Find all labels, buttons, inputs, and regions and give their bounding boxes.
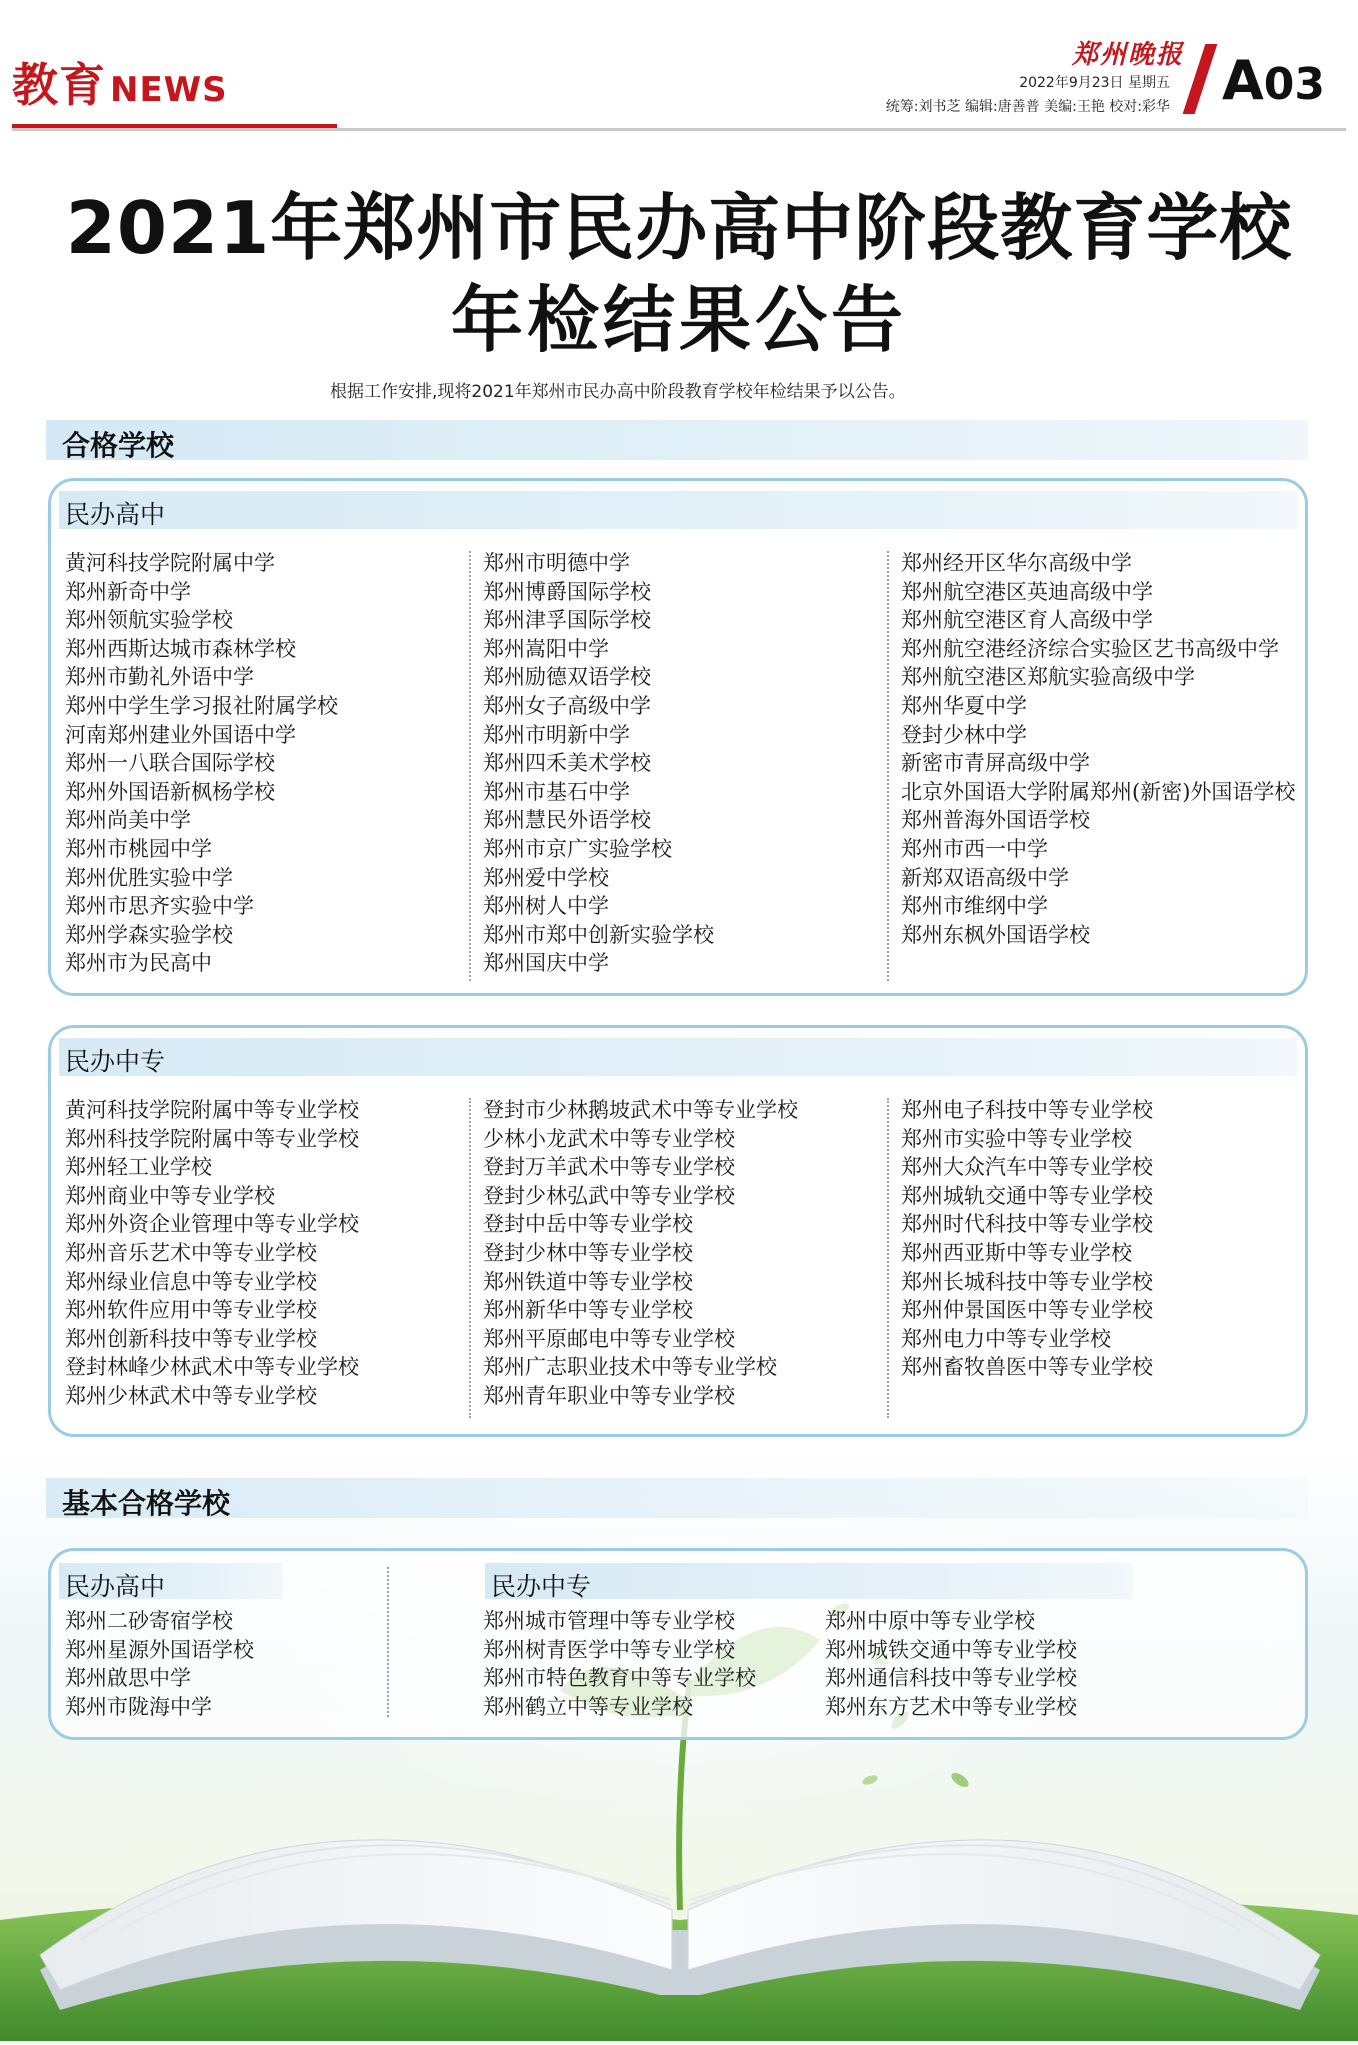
school-list-item: 郑州轻工业学校 — [65, 1155, 212, 1180]
school-list-item: 郑州市明德中学 — [483, 551, 630, 575]
school-list-item: 郑州尚美中学 — [65, 808, 191, 833]
school-list-item: 郑州城市管理中等专业学校 — [483, 1609, 735, 1633]
school-list-item: 郑州航空港区育人高级中学 — [901, 608, 1153, 633]
school-list-item: 郑州市基石中学 — [483, 779, 630, 804]
qualified-high-school-col-3 — [901, 549, 1295, 949]
school-list-item: 郑州树青医学中等专业学校 — [483, 1637, 735, 1662]
headline-line-1: 2021年郑州市民办高中阶段教育学校 — [65, 186, 1293, 270]
school-list-item: 郑州商业中等专业学校 — [65, 1183, 275, 1208]
school-list-item: 郑州学森实验学校 — [65, 922, 233, 947]
staff-credits: 统筹:刘书芝 编辑:唐善普 美编:王艳 校对:彩华 — [885, 99, 1170, 115]
qualified-vocational-col-2 — [483, 1096, 798, 1411]
school-list-item: 郑州外资企业管理中等专业学校 — [65, 1212, 359, 1237]
school-list-item: 登封少林中学 — [901, 722, 1027, 747]
basic-vocational-head — [485, 1563, 1133, 1599]
qualified-vocational-col-3 — [901, 1096, 1153, 1382]
school-list-item: 郑州市京广实验学校 — [483, 836, 672, 861]
school-list-item: 郑州创新科技中等专业学校 — [65, 1326, 317, 1351]
school-list-item: 郑州仲景国医中等专业学校 — [901, 1298, 1153, 1323]
intro-paragraph: 根据工作安排,现将2021年郑州市民办高中阶段教育学校年检结果予以公告。 — [330, 382, 906, 402]
book-illustration — [0, 1450, 1358, 2041]
school-list-item: 郑州大众汽车中等专业学校 — [901, 1155, 1153, 1180]
page-letter: A — [1222, 49, 1264, 112]
school-list-item: 郑州音乐艺术中等专业学校 — [65, 1240, 317, 1265]
page-digits: 03 — [1263, 59, 1326, 110]
school-list-item: 郑州博爵国际学校 — [483, 579, 651, 604]
school-list-item: 郑州市勤礼外语中学 — [65, 665, 254, 690]
qualified-high-school-col-1 — [65, 549, 338, 978]
school-list-item: 郑州国庆中学 — [483, 951, 609, 976]
school-list-item: 郑州航空港区英迪高级中学 — [901, 579, 1153, 604]
qualified-high-school-label: 民办高中 — [65, 500, 166, 529]
newspaper-logo: 郑州晚报 — [1072, 40, 1185, 70]
school-list-item: 郑州市明新中学 — [483, 722, 630, 747]
school-list-item: 郑州东方艺术中等专业学校 — [825, 1694, 1077, 1719]
page-slash-mark — [1183, 44, 1218, 114]
school-list-item: 郑州东枫外国语学校 — [901, 922, 1090, 947]
school-list-item: 黄河科技学院附属中等专业学校 — [65, 1098, 359, 1122]
school-list-item: 郑州市思齐实验中学 — [65, 894, 254, 919]
school-list-item: 郑州女子高级中学 — [483, 693, 651, 718]
school-list-item: 郑州经开区华尔高级中学 — [901, 551, 1132, 575]
basic-vocational-col-1 — [483, 1607, 756, 1721]
column-divider — [887, 1098, 889, 1418]
school-list-item: 郑州航空港经济综合实验区艺书高级中学 — [901, 636, 1279, 661]
school-list-item: 郑州普海外国语学校 — [901, 808, 1090, 833]
header-divider — [12, 128, 1346, 131]
school-list-item: 登封市少林鹅坡武术中等专业学校 — [483, 1098, 798, 1122]
school-list-item: 登封万羊武术中等专业学校 — [483, 1155, 735, 1180]
school-list-item: 郑州市维纲中学 — [901, 894, 1048, 919]
school-list-item: 郑州市陇海中学 — [65, 1694, 212, 1719]
school-list-item: 黄河科技学院附属中学 — [65, 551, 275, 575]
headline-line-2: 年检结果公告 — [450, 278, 907, 362]
school-list-item: 郑州青年职业中等专业学校 — [483, 1383, 735, 1408]
school-list-item: 郑州嵩阳中学 — [483, 636, 609, 661]
school-list-item: 登封中岳中等专业学校 — [483, 1212, 693, 1237]
qualified-heading-bar — [46, 420, 1308, 460]
publish-date: 2022年9月23日 星期五 — [1019, 75, 1170, 91]
school-list-item: 新密市青屏高级中学 — [901, 751, 1090, 776]
basic-high-school-head — [59, 1563, 283, 1599]
school-list-item: 郑州爱中学校 — [483, 865, 609, 890]
school-list-item: 郑州平原邮电中等专业学校 — [483, 1326, 735, 1351]
school-list-item: 郑州星源外国语学校 — [65, 1637, 254, 1662]
school-list-item: 新郑双语高级中学 — [901, 865, 1069, 890]
basic-vocational-label: 民办中专 — [491, 1572, 592, 1601]
school-list-item: 郑州新奇中学 — [65, 579, 191, 604]
school-list-item: 郑州啟思中学 — [65, 1666, 191, 1691]
school-list-item: 郑州市郑中创新实验学校 — [483, 922, 714, 947]
masthead — [0, 0, 1358, 135]
school-list-item: 郑州慧民外语学校 — [483, 808, 651, 833]
school-list-item: 郑州外国语新枫杨学校 — [65, 779, 275, 804]
school-list-item: 郑州市桃园中学 — [65, 836, 212, 861]
qualified-vocational-head — [59, 1038, 1297, 1076]
school-list-item: 郑州领航实验学校 — [65, 608, 233, 633]
school-list-item: 郑州电力中等专业学校 — [901, 1326, 1111, 1351]
school-list-item: 郑州津孚国际学校 — [483, 608, 651, 633]
column-divider — [887, 551, 889, 981]
school-list-item: 郑州市为民高中 — [65, 951, 212, 976]
basic-box — [48, 1548, 1308, 1740]
qualified-heading: 合格学校 — [62, 429, 175, 462]
basic-vocational-col-2 — [825, 1607, 1077, 1721]
school-list-item: 郑州中原中等专业学校 — [825, 1609, 1035, 1633]
school-list-item: 郑州市实验中等专业学校 — [901, 1126, 1132, 1151]
school-list-item: 郑州时代科技中等专业学校 — [901, 1212, 1153, 1237]
school-list-item: 登封林峰少林武术中等专业学校 — [65, 1355, 359, 1380]
school-list-item: 郑州绿业信息中等专业学校 — [65, 1269, 317, 1294]
school-list-item: 北京外国语大学附属郑州(新密)外国语学校 — [901, 779, 1296, 804]
qualified-vocational-col-1 — [65, 1096, 359, 1411]
section-title-en: NEWS — [110, 70, 228, 110]
basic-high-school-label: 民办高中 — [65, 1572, 166, 1601]
school-list-item: 郑州电子科技中等专业学校 — [901, 1098, 1153, 1122]
section-title-cn: 教育 — [12, 58, 106, 112]
column-divider — [469, 551, 471, 981]
school-list-item: 郑州华夏中学 — [901, 693, 1027, 718]
school-list-item: 少林小龙武术中等专业学校 — [483, 1126, 735, 1151]
school-list-item: 郑州畜牧兽医中等专业学校 — [901, 1355, 1153, 1380]
basic-high-school-list — [65, 1607, 254, 1721]
school-list-item: 郑州广志职业技术中等专业学校 — [483, 1355, 777, 1380]
qualified-vocational-box — [48, 1025, 1308, 1437]
school-list-item: 郑州市特色教育中等专业学校 — [483, 1666, 756, 1691]
school-list-item: 河南郑州建业外国语中学 — [65, 722, 296, 747]
page-number — [1222, 49, 1326, 112]
qualified-vocational-label: 民办中专 — [65, 1047, 166, 1076]
basic-heading-bar — [46, 1478, 1308, 1518]
school-list-item: 郑州励德双语学校 — [483, 665, 651, 690]
school-list-item: 郑州长城科技中等专业学校 — [901, 1269, 1153, 1294]
school-list-item: 郑州城轨交通中等专业学校 — [901, 1183, 1153, 1208]
school-list-item: 郑州四禾美术学校 — [483, 751, 651, 776]
school-list-item: 郑州一八联合国际学校 — [65, 751, 275, 776]
school-list-item: 郑州树人中学 — [483, 894, 609, 919]
qualified-high-school-box — [48, 478, 1308, 996]
school-list-item: 郑州鹤立中等专业学校 — [483, 1694, 693, 1719]
school-list-item: 郑州少林武术中等专业学校 — [65, 1383, 317, 1408]
school-list-item: 郑州新华中等专业学校 — [483, 1298, 693, 1323]
basic-heading: 基本合格学校 — [62, 1487, 231, 1520]
school-list-item: 郑州中学生学习报社附属学校 — [65, 693, 338, 718]
school-list-item: 郑州城铁交通中等专业学校 — [825, 1637, 1077, 1662]
school-list-item: 登封少林弘武中等专业学校 — [483, 1183, 735, 1208]
school-list-item: 郑州优胜实验中学 — [65, 865, 233, 890]
qualified-high-school-head — [59, 491, 1297, 529]
school-list-item: 登封少林中等专业学校 — [483, 1240, 693, 1265]
school-list-item: 郑州通信科技中等专业学校 — [825, 1666, 1077, 1691]
school-list-item: 郑州市西一中学 — [901, 836, 1048, 861]
school-list-item: 郑州西亚斯中等专业学校 — [901, 1240, 1132, 1265]
school-list-item: 郑州铁道中等专业学校 — [483, 1269, 693, 1294]
qualified-high-school-col-2 — [483, 549, 714, 978]
column-divider — [469, 1098, 471, 1418]
school-list-item: 郑州航空港区郑航实验高级中学 — [901, 665, 1195, 690]
school-list-item: 郑州西斯达城市森林学校 — [65, 636, 296, 661]
school-list-item: 郑州软件应用中等专业学校 — [65, 1298, 317, 1323]
column-divider — [387, 1567, 389, 1717]
section-title — [12, 58, 228, 112]
school-list-item: 郑州科技学院附属中等专业学校 — [65, 1126, 359, 1151]
school-list-item: 郑州二砂寄宿学校 — [65, 1609, 233, 1633]
